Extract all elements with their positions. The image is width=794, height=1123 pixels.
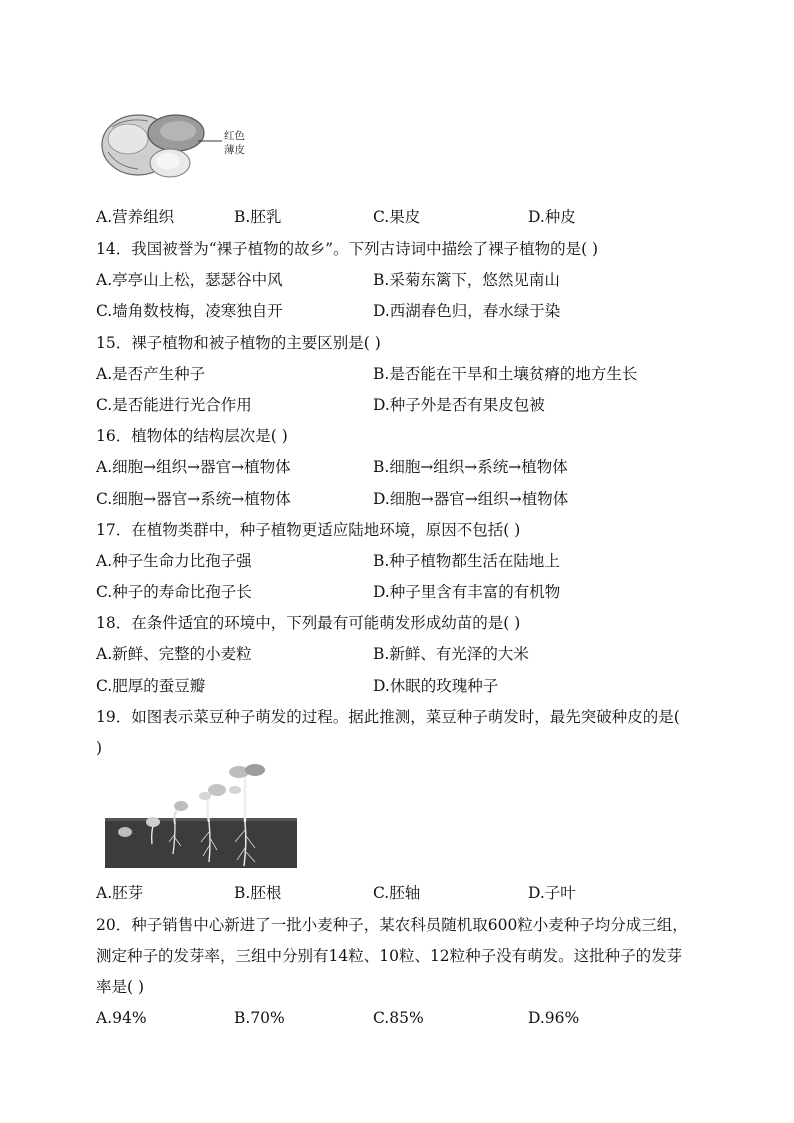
q13-options [96,207,696,227]
q19-options [96,883,696,903]
q18-stem: 18．在条件适宜的环境中，下列最有可能萌发形成幼苗的是( ) [96,614,521,632]
q17-option-c[interactable]: C.种子的寿命比孢子长 [96,583,252,601]
q15-option-b[interactable]: B.是否能在干旱和土壤贫瘠的地方生长 [373,365,638,383]
q17-option-a[interactable]: A.种子生命力比孢子强 [96,552,252,570]
q14-options-row1 [96,270,696,290]
q14-options-row2 [96,301,696,321]
q14-option-b[interactable]: B.采菊东篱下，悠然见南山 [373,271,560,289]
soil-icon [105,818,297,868]
q17-stem: 17．在植物类群中，种子植物更适应陆地环境，原因不包括( ) [96,521,521,539]
q16-option-b[interactable]: B.细胞→组织→系统→植物体 [373,458,568,476]
q19-stem-line1: 19．如图表示菜豆种子萌发的过程。据此推测，菜豆种子萌发时，最先突破种皮的是( [96,708,680,726]
q13-option-a[interactable]: A.营养组织 [96,208,175,226]
q13-option-d[interactable]: D.种皮 [528,208,576,226]
peanut-figure [98,97,258,189]
q14-option-c[interactable]: C.墙角数枝梅，凌寒独自开 [96,302,283,320]
q18-option-c[interactable]: C.肥厚的蚕豆瓣 [96,677,206,695]
q20-option-b[interactable]: B.70% [234,1009,285,1027]
q20-option-c[interactable]: C.85% [373,1009,424,1027]
q15-stem: 15．裸子植物和被子植物的主要区别是( ) [96,334,381,352]
q15-option-d[interactable]: D.种子外是否有果皮包被 [373,396,545,414]
figure-label-line1: 红色 [224,130,245,142]
q15-option-c[interactable]: C.是否能进行光合作用 [96,396,252,414]
q19-option-c[interactable]: C.胚轴 [373,884,421,902]
q20-stem-line3: 率是( ) [96,978,145,996]
q15-options-row1 [96,364,696,384]
q16-options-row1 [96,457,696,477]
q18-option-b[interactable]: B.新鲜、有光泽的大米 [373,645,529,663]
q17-options-row1 [96,551,696,571]
q19-option-b[interactable]: B.胚根 [234,884,282,902]
q18-options-row2 [96,676,696,696]
q16-option-d[interactable]: D.细胞→器官→组织→植物体 [373,490,569,508]
q13-option-b[interactable]: B.胚乳 [234,208,282,226]
q19-stem-line2: ) [96,739,103,757]
q16-option-a[interactable]: A.细胞→组织→器官→植物体 [96,458,291,476]
q20-option-d[interactable]: D.96% [528,1009,580,1027]
q17-option-b[interactable]: B.种子植物都生活在陆地上 [373,552,560,570]
bean-germination-figure [105,762,297,870]
q18-option-d[interactable]: D.休眠的玫瑰种子 [373,677,499,695]
q19-option-d[interactable]: D.子叶 [528,884,576,902]
q18-options-row1 [96,644,696,664]
q20-stem-line1: 20．种子销售中心新进了一批小麦种子，某农科员随机取600粒小麦种子均分成三组， [96,916,688,934]
q16-option-c[interactable]: C.细胞→器官→系统→植物体 [96,490,291,508]
q17-options-row2 [96,582,696,602]
q14-option-d[interactable]: D.西湖春色归，春水绿于染 [373,302,561,320]
q15-options-row2 [96,395,696,415]
q19-option-a[interactable]: A.胚芽 [96,884,144,902]
seed-icon [118,827,132,837]
q14-stem: 14．我国被誉为“裸子植物的故乡”。下列古诗词中描绘了裸子植物的是( ) [96,240,599,258]
q18-option-a[interactable]: A.新鲜、完整的小麦粒 [96,645,252,663]
q16-stem: 16．植物体的结构层次是( ) [96,427,288,445]
q14-option-a[interactable]: A.亭亭山上松，瑟瑟谷中风 [96,271,283,289]
q20-option-a[interactable]: A.94% [96,1009,147,1027]
q15-option-a[interactable]: A.是否产生种子 [96,365,206,383]
figure-label-line2: 薄皮 [224,144,245,156]
q20-options [96,1008,696,1028]
q20-stem-line2: 测定种子的发芽率，三组中分别有14粒、10粒、12粒种子没有萌发。这批种子的发芽 [96,947,683,965]
peanut-shell-icon [102,115,204,177]
q13-option-c[interactable]: C.果皮 [373,208,421,226]
q17-option-d[interactable]: D.种子里含有丰富的有机物 [373,583,561,601]
q16-options-row2 [96,489,696,509]
